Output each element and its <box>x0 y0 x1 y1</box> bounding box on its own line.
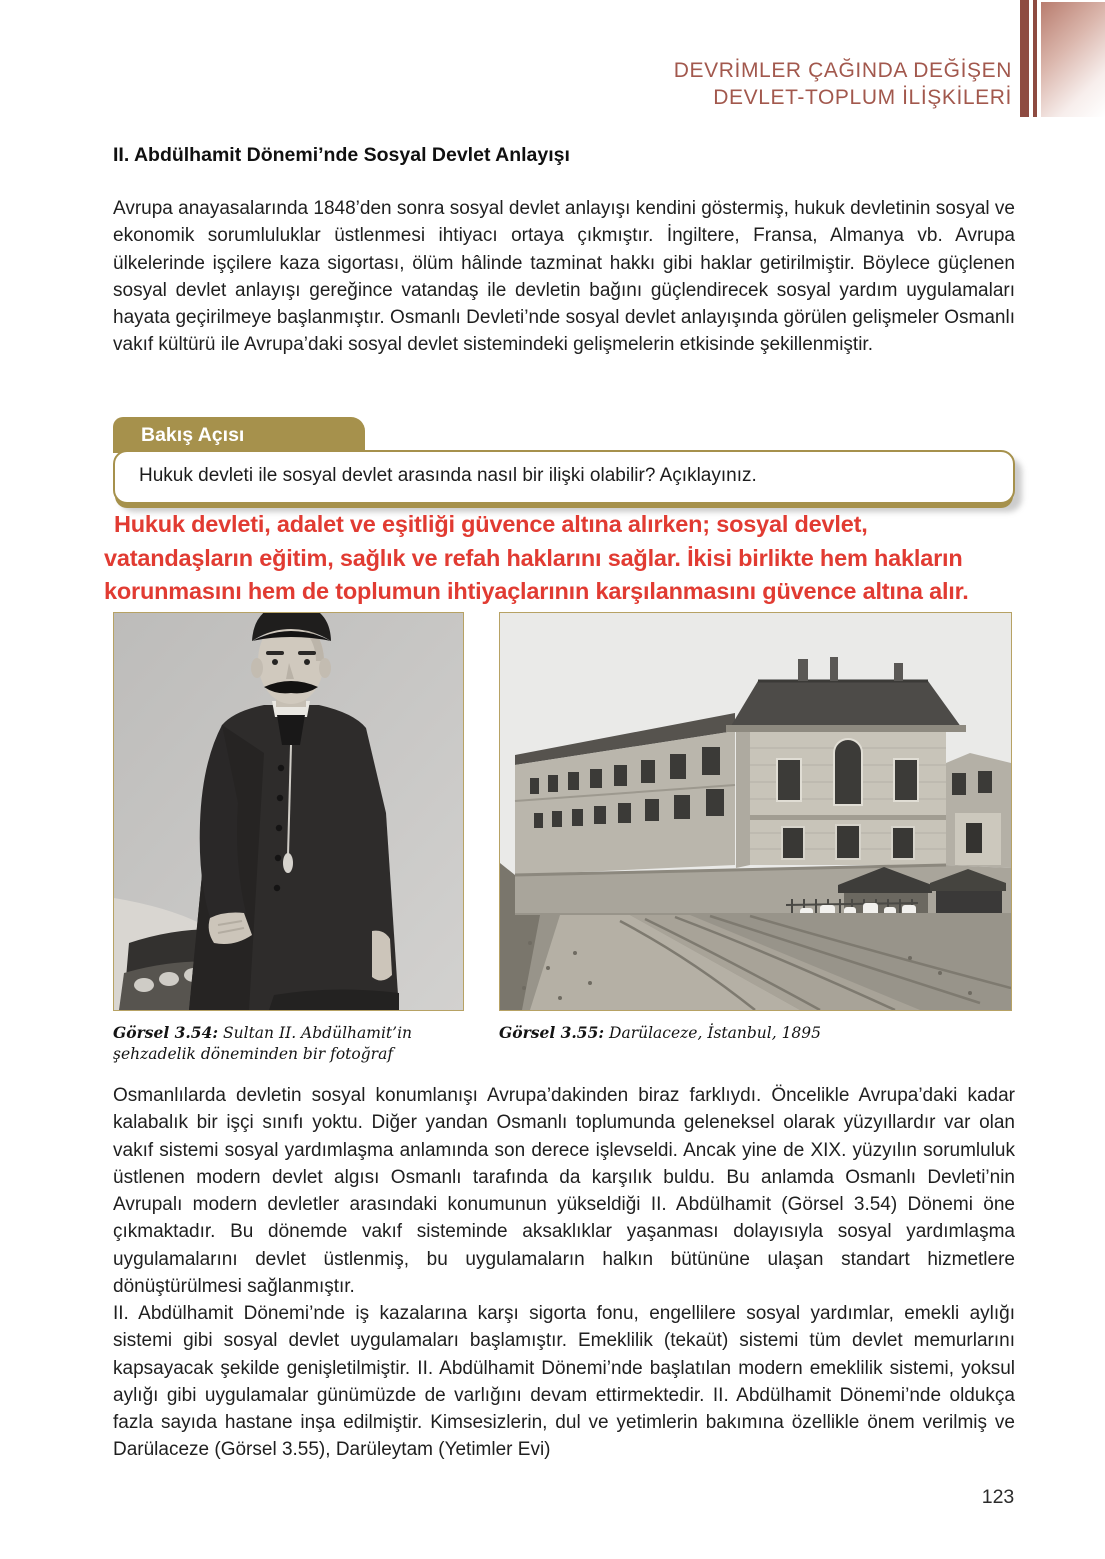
portrait-photo-illustration <box>114 613 463 1010</box>
decor-vertical-bar-thin <box>1033 0 1037 117</box>
chapter-header-line2: DEVLET-TOPLUM İLİŞKİLERİ <box>713 86 1012 109</box>
decor-vertical-bar-thick <box>1020 0 1029 117</box>
perspective-question-box <box>113 450 1015 504</box>
chapter-header <box>674 57 1012 111</box>
figure-caption-3-54 <box>113 1022 485 1065</box>
decor-gradient-block <box>1041 2 1105 117</box>
answer-text <box>104 508 1044 609</box>
chapter-header-line1: DEVRİMLER ÇAĞINDA DEĞİŞEN <box>673 59 1012 82</box>
figure-label-3-55: Görsel 3.55: <box>499 1023 605 1042</box>
figure-label-3-54: Görsel 3.54: <box>113 1023 219 1042</box>
figure-caption-text-3-55: Darülaceze, İstanbul, 1895 <box>604 1024 822 1042</box>
figure-portrait-abdulhamit <box>113 612 464 1011</box>
page-number: 123 <box>981 1486 1015 1508</box>
paragraph-2: Osmanlılarda devletin sosyal konumlanışı Avrupa’dakinden biraz farklıydı. Öncelikle Avrupa’daki kadar kalabalık bir işçi sınıfı yoktu. Diğer yandan Osmanlı toplumunda geleneksel olarak yüzyıllardır var olan vakıf sistemi sosyal yardımlaşma anlamında son derece işlevseldi. Ancak yine de XIX. yüzyılın sorumluluk üstlenen modern devlet algısı Osmanlı tarafında da karşılık buldu. Bu anlamda Osmanlı Devleti’nin Avrupalı modern devletler arasındaki konumunun yükseldiği II. Abdülhamit (Görsel 3.54) Dönemi öne çıkmaktadır. Bu dönemde vakıf sisteminde aksaklıklar yaşanması dolayısıyla sosyal yardımlaşma uygulamalarını devlet üstlenmiş, bu uygulamaların halkın bütününe ulaşan standart hizmetlere dönüştürülmesi sağlanmıştır. <box>113 1085 1015 1298</box>
section-title: II. Abdülhamit Dönemi’nde Sosyal Devlet Anlayışı <box>113 144 570 166</box>
paragraph-1: Avrupa anayasalarında 1848’den sonra sosyal devlet anlayışı kendini göstermiş, hukuk devletinin sosyal ve ekonomik sorumluluklar üstlenmesi ihtiyacı ortaya çıkmıştır. İngiltere, Fransa, Almanya vb. Avrupa ülkelerinde işçilere kaza sigortası, ölüm hâlinde tazminat hakkı gibi haklar getirilmiştir. Böylece güçlenen sosyal devlet anlayışı gereğince vatandaş ile devletin bağını güçlendirecek sosyal yardım uygulamaları hayata geçirilmeye başlanmıştır. Osmanlı Devleti’nde sosyal devlet anlayışında görülen gelişmeler Osmanlı vakıf kültürü ile Avrupa’daki sosyal devlet sistemindeki gelişmelerin etkisinde şekillenmiştir. <box>113 198 1015 356</box>
answer-line-3: korunmasını hem de toplumun ihtiyaçlarının karşılanmasını güvence altına alır. <box>104 578 969 604</box>
figure-caption-text-3-54: Sultan II. Abdülhamit’in şehzadelik döneminden bir fotoğraf <box>113 1024 413 1063</box>
figure-caption-3-55 <box>499 1022 1010 1044</box>
figure-darulaceze-building <box>499 612 1012 1011</box>
paragraph-3: II. Abdülhamit Dönemi’nde iş kazalarına karşı sigorta fonu, engellilere sosyal yardımlar, emekli aylığı sistemi gibi sosyal devlet uygulamaları başlamıştır. Emeklilik (tekaüt) sistemi tüm devlet memurlarını kapsayacak şekilde genişletilmiştir. II. Abdülhamit Dönemi’nde başlatılan modern emeklilik sistemi, yoksul aylığı gibi uygulamalar günümüzde de varlığını devam ettirmektedir. II. Abdülhamit Dönemi’nde oldukça fazla sayıda hastane inşa edilmiştir. Kimsesizlerin, dul ve yetimlerin bakımına özellikle önem verilmiş ve Darülaceze (Görsel 3.55), Darüleytam (Yetimler Evi) <box>113 1303 1015 1461</box>
answer-line-1: Hukuk devleti, adalet ve eşitliği güvence altına alırken; sosyal devlet, <box>114 511 868 537</box>
perspective-question-text: Hukuk devleti ile sosyal devlet arasında nasıl bir ilişki olabilir? Açıklayınız. <box>139 465 757 486</box>
perspective-tab: Bakış Açısı <box>113 417 365 453</box>
building-photo-illustration <box>500 613 1011 1010</box>
answer-line-2: vatandaşların eğitim, sağlık ve refah haklarını sağlar. İkisi birlikte hem hakların <box>104 544 963 571</box>
